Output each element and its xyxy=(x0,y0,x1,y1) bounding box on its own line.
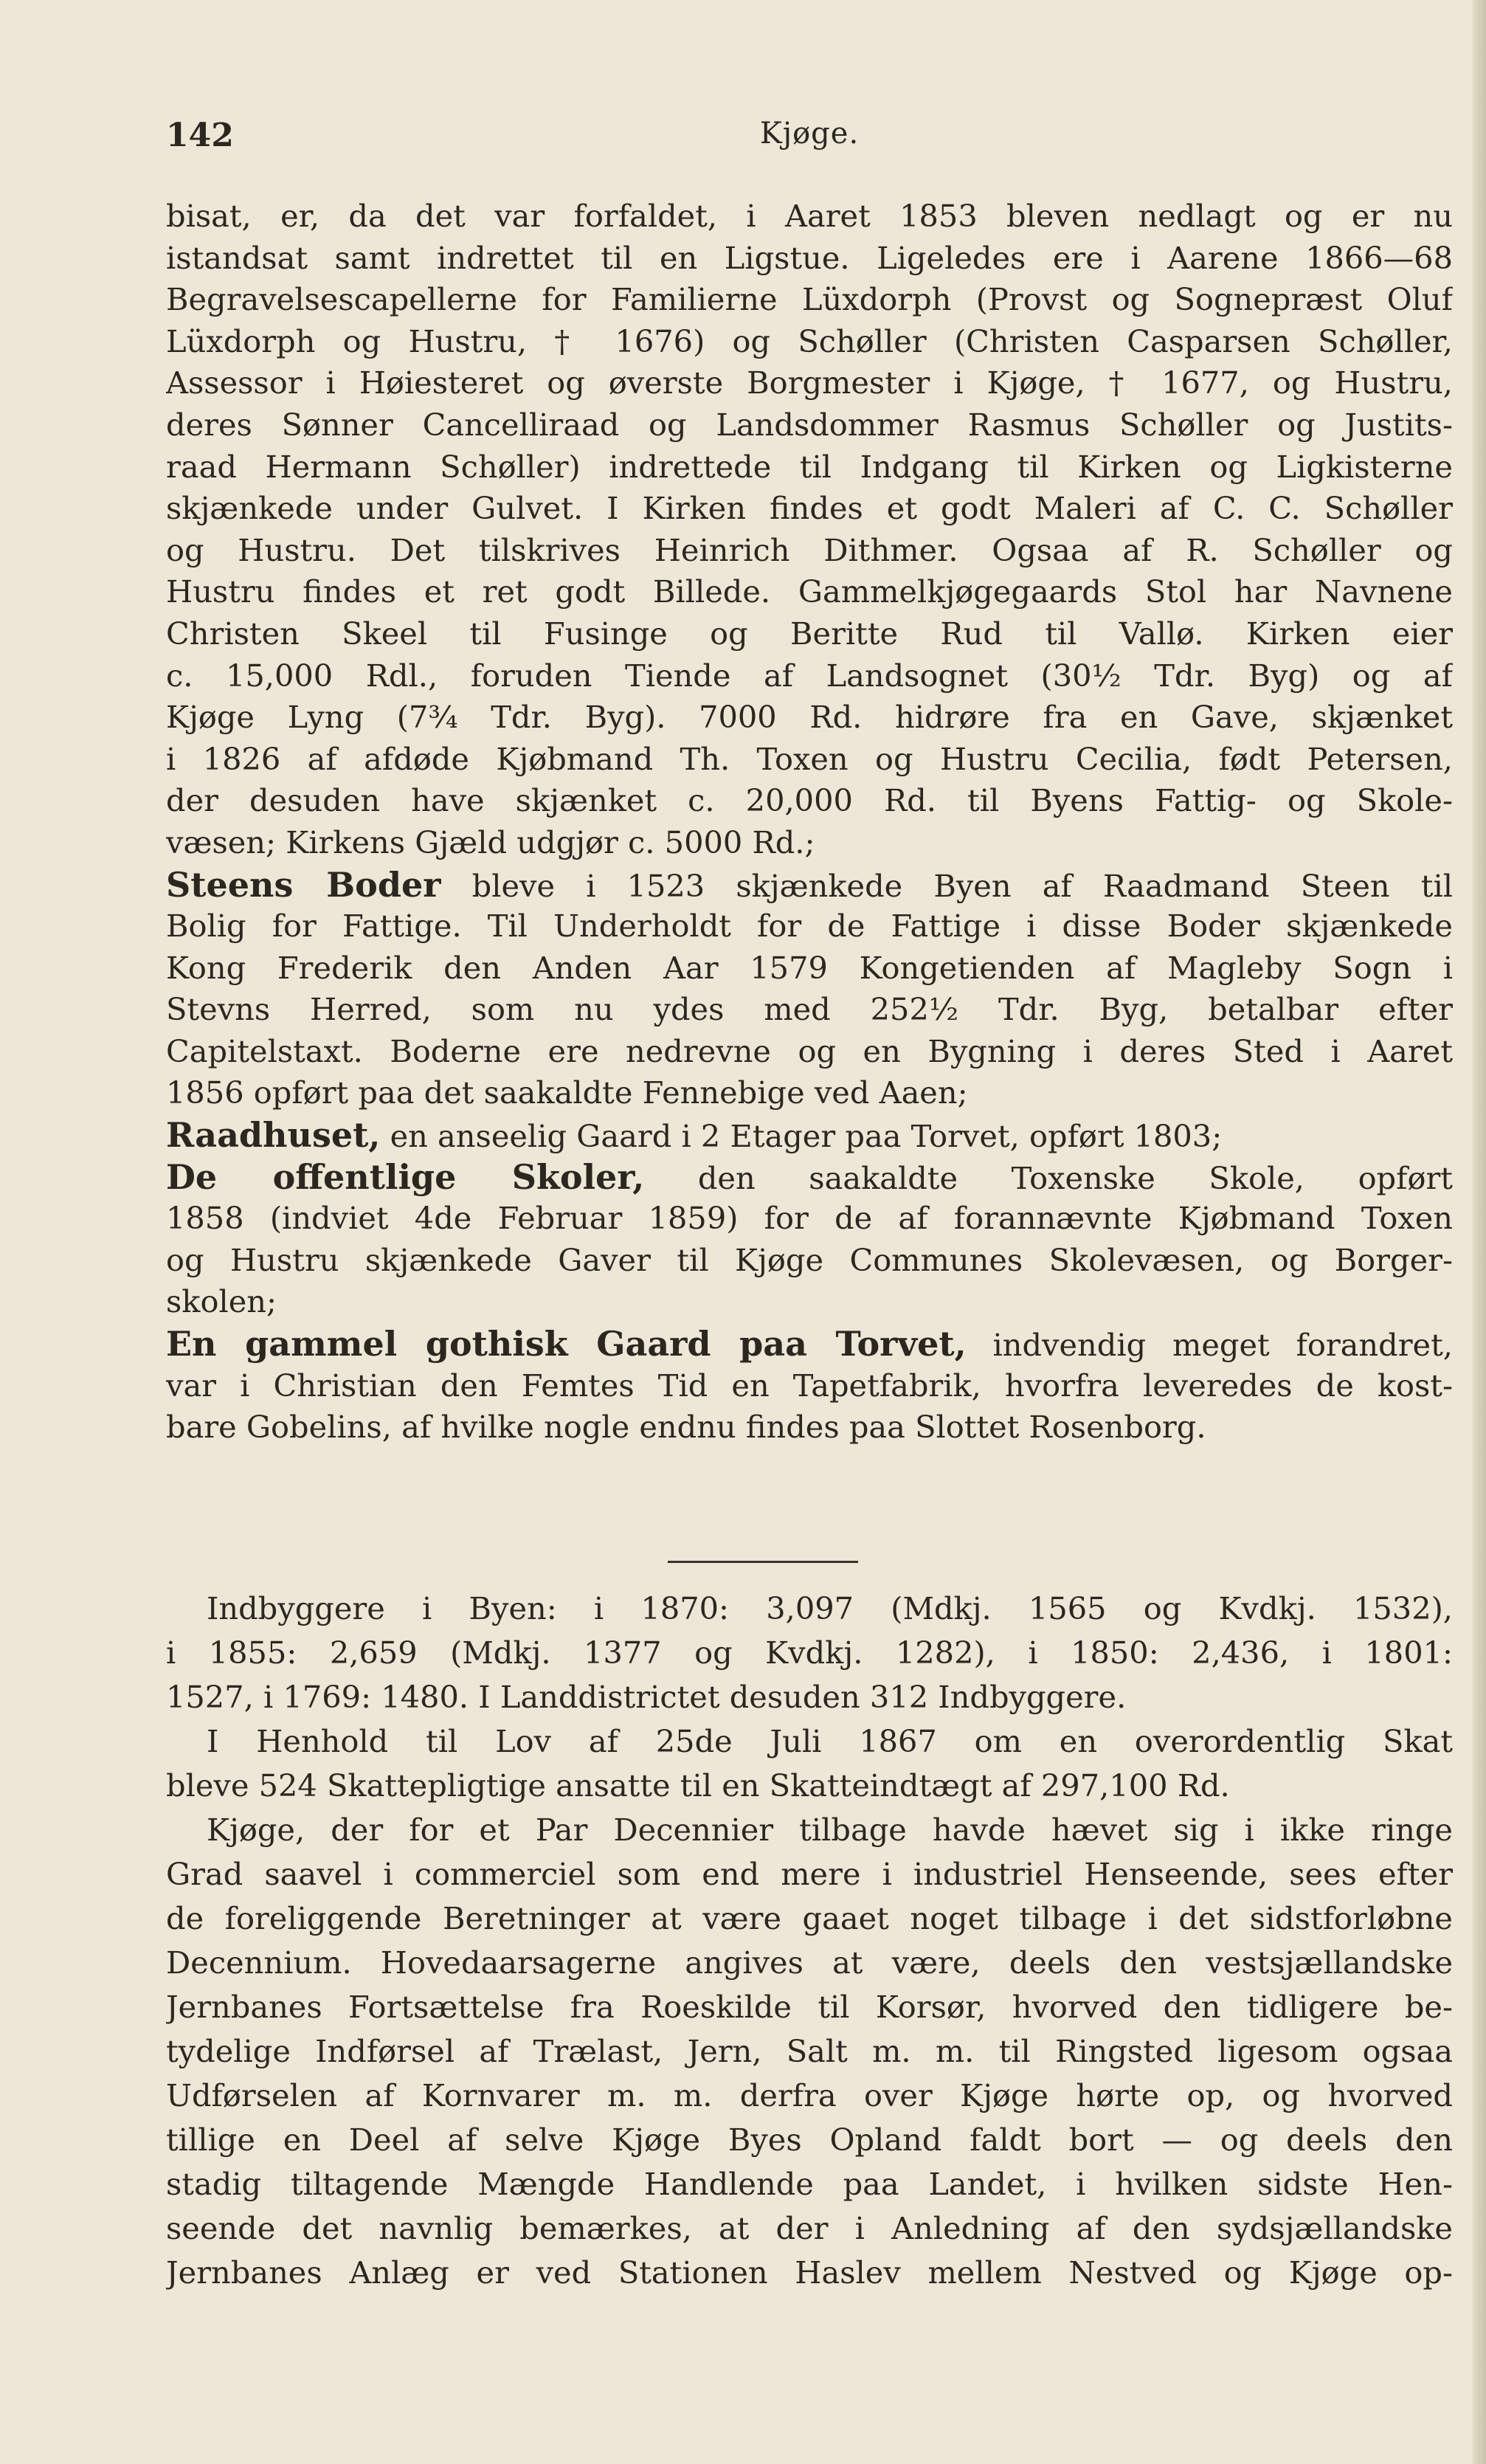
line-text: de foreliggende Beretninger at være gaaet noget tilbage i det sidstforløbne xyxy=(166,1900,1453,1936)
line-text: I Henhold til Lov af 25de Juli 1867 om en overordentlig Skat xyxy=(207,1723,1453,1759)
running-title: Kjøge. xyxy=(759,117,860,151)
text-line xyxy=(166,2206,1453,2251)
text-line xyxy=(166,321,1453,363)
text-line xyxy=(166,948,1453,990)
text-line xyxy=(166,780,1453,822)
line-text: bleve i 1523 skjænkede Byen af Raadmand Steen til xyxy=(440,867,1453,904)
text-line xyxy=(166,864,1453,906)
page-header xyxy=(166,117,1453,161)
line-text: Kjøge Lyng (7¾ Tdr. Byg). 7000 Rd. hidrøre fra en Gave, skjænket xyxy=(166,699,1453,736)
text-line xyxy=(166,1764,1453,1808)
text-line xyxy=(166,1198,1453,1240)
text-line xyxy=(166,739,1453,781)
text-line xyxy=(166,1281,1453,1323)
line-text: og Hustru skjænkede Gaver til Kjøge Communes Skolevæsen, og Borger- xyxy=(166,1241,1453,1278)
text-line xyxy=(166,238,1453,280)
text-line xyxy=(166,362,1453,404)
entry-heading: En gammel gothisk Gaard paa Torvet, xyxy=(166,1324,967,1364)
line-text: tydelige Indførsel af Trælast, Jern, Salt m. m. til Ringsted ligesom ogsaa xyxy=(166,2033,1453,2069)
line-text: Jernbanes Fortsættelse fra Roeskilde til Korsør, hvorved den tidligere be- xyxy=(166,1989,1453,2025)
line-text: stadig tiltagende Mængde Handlende paa Landet, i hvilken sidste Hen- xyxy=(166,2166,1453,2202)
line-text: 1527, i 1769: 1480. I Landdistrictet desuden 312 Indbyggere. xyxy=(166,1679,1127,1715)
text-line xyxy=(166,2251,1453,2295)
line-text: Kjøge, der for et Par Decennier tilbage havde hævet sig i ikke ringe xyxy=(207,1812,1453,1848)
line-text: Christen Skeel til Fusinge og Beritte Rud til Vallø. Kirken eier xyxy=(166,615,1453,652)
text-line xyxy=(166,2162,1453,2206)
text-line xyxy=(166,989,1453,1031)
text-line xyxy=(166,1587,1453,1631)
line-text: 1856 opført paa det saakaldte Fennebige ved Aaen; xyxy=(166,1074,968,1111)
line-text: Decennium. Hovedaarsagerne angives at være, deels den vestsjællandske xyxy=(166,1944,1453,1981)
text-line xyxy=(166,488,1453,530)
text-line xyxy=(166,1072,1453,1114)
line-text: 1858 (indviet 4de Februar 1859) for de af forannævnte Kjøbmand Toxen xyxy=(166,1200,1453,1237)
text-line xyxy=(166,2029,1453,2074)
line-text: Hustru findes et ret godt Billede. Gammelkjøgegaards Stol har Navnene xyxy=(166,573,1453,610)
text-line xyxy=(166,1114,1453,1156)
line-text: væsen; Kirkens Gjæld udgjør c. 5000 Rd.; xyxy=(166,824,815,860)
line-text: Kong Frederik den Anden Aar 1579 Kongetienden af Magleby Sogn i xyxy=(166,949,1453,986)
line-text: istandsat samt indrettet til en Ligstue. Ligeledes ere i Aarene 1866—68 xyxy=(166,239,1453,276)
line-text: seende det navnlig bemærkes, at der i Anledning af den sydsjællandske xyxy=(166,2210,1453,2246)
page-number: 142 xyxy=(166,117,234,154)
text-line xyxy=(166,571,1453,613)
line-text: Jernbanes Anlæg er ved Stationen Haslev mellem Nestved og Kjøge op- xyxy=(166,2254,1453,2291)
line-text: bare Gobelins, af hvilke nogle endnu findes paa Slottet Rosenborg. xyxy=(166,1409,1206,1446)
text-line xyxy=(166,655,1453,697)
line-text: tillige en Deel af selve Kjøge Byes Opland faldt bort — og deels den xyxy=(166,2122,1453,2158)
line-text: Lüxdorph og Hustru, † 1676) og Schøller (Christen Casparsen Schøller, xyxy=(166,322,1453,359)
text-line xyxy=(166,1985,1453,2029)
text-line xyxy=(166,1719,1453,1764)
line-text: Grad saavel i commerciel som end mere i industriel Henseende, sees efter xyxy=(166,1856,1453,1892)
entry-heading: Steens Boder xyxy=(166,864,441,905)
text-line xyxy=(166,1808,1453,1852)
text-line xyxy=(166,1031,1453,1073)
text-line xyxy=(166,2118,1453,2162)
text-line xyxy=(166,1852,1453,1897)
text-line xyxy=(166,1156,1453,1198)
line-text: skolen; xyxy=(166,1283,277,1320)
line-text: raad Hermann Schøller) indrettede til Indgang til Kirken og Ligkisterne xyxy=(166,448,1453,485)
line-text: i 1826 af afdøde Kjøbmand Th. Toxen og Hustru Cecilia, født Petersen, xyxy=(166,740,1453,777)
line-text: Indbyggere i Byen: i 1870: 3,097 (Mdkj. 1565 og Kvdkj. 1532), xyxy=(207,1590,1453,1626)
text-line xyxy=(166,697,1453,739)
text-line xyxy=(166,905,1453,948)
body-section-2 xyxy=(166,1587,1453,2295)
entry-heading: Raadhuset, xyxy=(166,1115,381,1156)
line-text: i 1855: 2,659 (Mdkj. 1377 og Kvdkj. 1282), i 1850: 2,436, i 1801: xyxy=(166,1635,1453,1671)
line-text: skjænkede under Gulvet. I Kirken findes et godt Maleri af C. C. Schøller xyxy=(166,490,1453,527)
text-line xyxy=(166,404,1453,446)
line-text: der desuden have skjænket c. 20,000 Rd. til Byens Fattig- og Skole- xyxy=(166,782,1453,819)
text-line xyxy=(166,196,1453,238)
line-text: Bolig for Fattige. Til Underholdt for de Fattige i disse Boder skjænkede xyxy=(166,908,1453,945)
line-text: Assessor i Høiesteret og øverste Borgmester i Kjøge, † 1677, og Hustru, xyxy=(166,365,1453,401)
line-text: og Hustru. Det tilskrives Heinrich Dithmer. Ogsaa af R. Schøller og xyxy=(166,531,1453,568)
text-line xyxy=(166,446,1453,489)
line-text: Udførselen af Kornvarer m. m. derfra over Kjøge hørte op, og hvorved xyxy=(166,2077,1453,2113)
text-line xyxy=(166,1675,1453,1719)
line-text: den saakaldte Toxenske Skole, opført xyxy=(644,1159,1453,1196)
entry-heading: De offentlige Skoler, xyxy=(166,1156,645,1197)
text-line xyxy=(166,822,1453,864)
line-text: indvendig meget forandret, xyxy=(966,1327,1453,1364)
section-divider xyxy=(668,1561,858,1563)
line-text: Begravelsescapellerne for Familierne Lüxdorph (Provst og Sognepræst Oluf xyxy=(166,281,1453,318)
text-line xyxy=(166,2074,1453,2118)
body-section-1 xyxy=(166,196,1453,1449)
line-text: en anseelig Gaard i 2 Etager paa Torvet, opført 1803; xyxy=(380,1118,1223,1155)
text-line xyxy=(166,1631,1453,1675)
text-line xyxy=(166,279,1453,321)
line-text: bisat, er, da det var forfaldet, i Aaret 1853 bleven nedlagt og er nu xyxy=(166,198,1453,234)
text-line xyxy=(166,530,1453,572)
line-text: Capitelstaxt. Boderne ere nedrevne og en Bygning i deres Sted i Aaret xyxy=(166,1032,1453,1069)
text-line xyxy=(166,1365,1453,1407)
line-text: c. 15,000 Rdl., foruden Tiende af Landsognet (30½ Tdr. Byg) og af xyxy=(166,657,1453,694)
text-line xyxy=(166,1407,1453,1449)
text-line xyxy=(166,1240,1453,1282)
text-line xyxy=(166,1941,1453,1985)
page-edge-shadow xyxy=(1473,0,1486,2464)
line-text: deres Sønner Cancelliraad og Landsdommer Rasmus Schøller og Justits- xyxy=(166,406,1453,443)
line-text: Stevns Herred, som nu ydes med 252½ Tdr. Byg, betalbar efter xyxy=(166,991,1453,1028)
text-line xyxy=(166,1323,1453,1365)
text-line xyxy=(166,613,1453,655)
text-line xyxy=(166,1897,1453,1941)
line-text: var i Christian den Femtes Tid en Tapetfabrik, hvorfra leveredes de kost- xyxy=(166,1367,1453,1404)
line-text: bleve 524 Skattepligtige ansatte til en Skatteindtægt af 297,100 Rd. xyxy=(166,1767,1230,1804)
